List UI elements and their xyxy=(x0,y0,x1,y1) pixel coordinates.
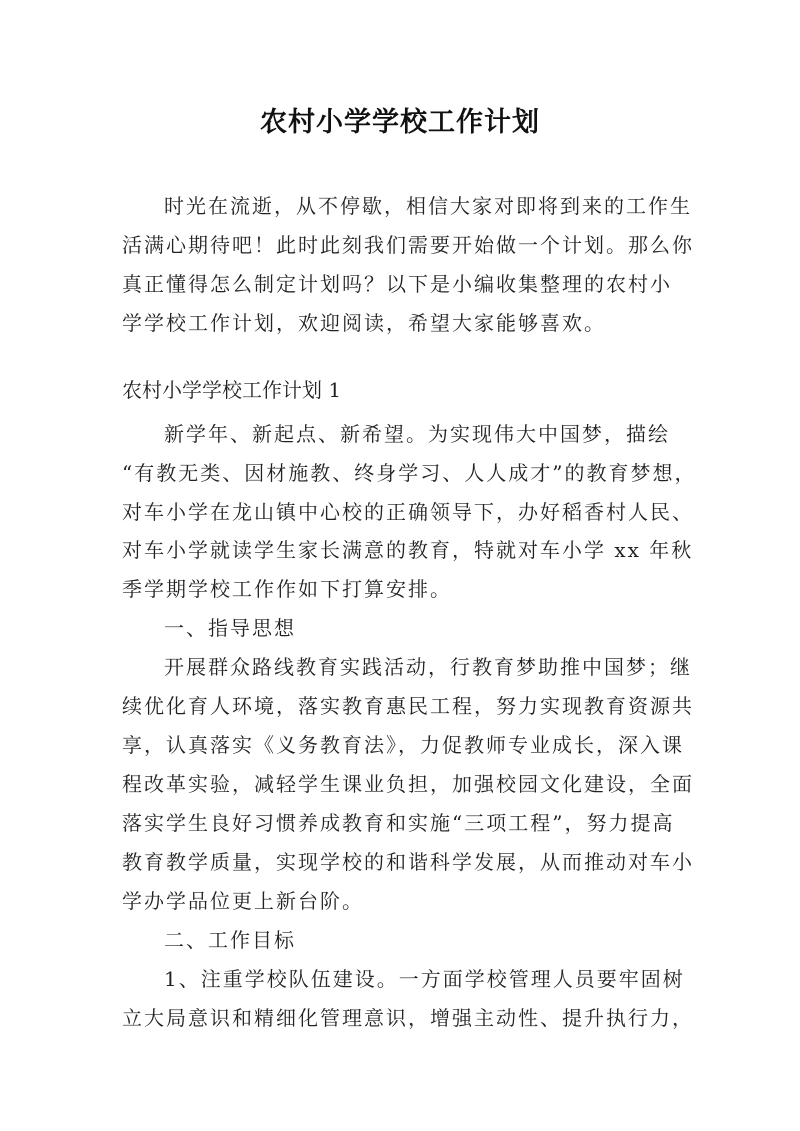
body-line: 1、注重学校队伍建设。一方面学校管理人员要牢固树 xyxy=(164,967,685,991)
body-line: 开展群众路线教育实践活动，行教育梦助推中国梦；继 xyxy=(164,655,692,679)
body-line: 程改革实验，减轻学生课业负担，加强校园文化建设，全面 xyxy=(122,772,694,796)
body-line: 季学期学校工作作如下打算安排。 xyxy=(122,577,452,601)
body-line: 落实学生良好习惯养成教育和实施“三项工程”，努力提高 xyxy=(122,811,675,835)
body-line: 享，认真落实《义务教育法》，力促教师专业成长，深入课 xyxy=(122,733,684,757)
body-line: “有教无类、因材施教、终身学习、人人成才”的教育梦想， xyxy=(122,461,697,485)
document-title: 农村小学学校工作计划 xyxy=(260,107,540,138)
body-line: 对车小学在龙山镇中心校的正确领导下，办好稻香村人民、 xyxy=(122,500,694,524)
body-line: 对车小学就读学生家长满意的教育，特就对车小学 xx 年秋 xyxy=(122,538,694,562)
subheading: 二、工作目标 xyxy=(164,928,296,952)
body-line: 教育教学质量，实现学校的和谐科学发展，从而推动对车小 xyxy=(122,850,694,874)
intro-line: 学学校工作计划，欢迎阅读，希望大家能够喜欢。 xyxy=(122,311,606,335)
intro-line: 时光在流逝，从不停歇，相信大家对即将到来的工作生 xyxy=(164,194,692,218)
section-heading: 农村小学学校工作计划 1 xyxy=(122,378,342,402)
intro-line: 活满心期待吧！此时此刻我们需要开始做一个计划。那么你 xyxy=(122,233,694,257)
subheading: 一、指导思想 xyxy=(164,616,296,640)
intro-line: 真正懂得怎么制定计划吗？以下是小编收集整理的农村小 xyxy=(122,272,672,296)
body-line: 立大局意识和精细化管理意识，增强主动性、提升执行力， xyxy=(122,1006,694,1030)
body-line: 学办学品位更上新台阶。 xyxy=(122,889,364,913)
body-line: 续优化育人环境，落实教育惠民工程，努力实现教育资源共 xyxy=(122,694,694,718)
body-line: 新学年、新起点、新希望。为实现伟大中国梦，描绘 xyxy=(164,422,670,446)
